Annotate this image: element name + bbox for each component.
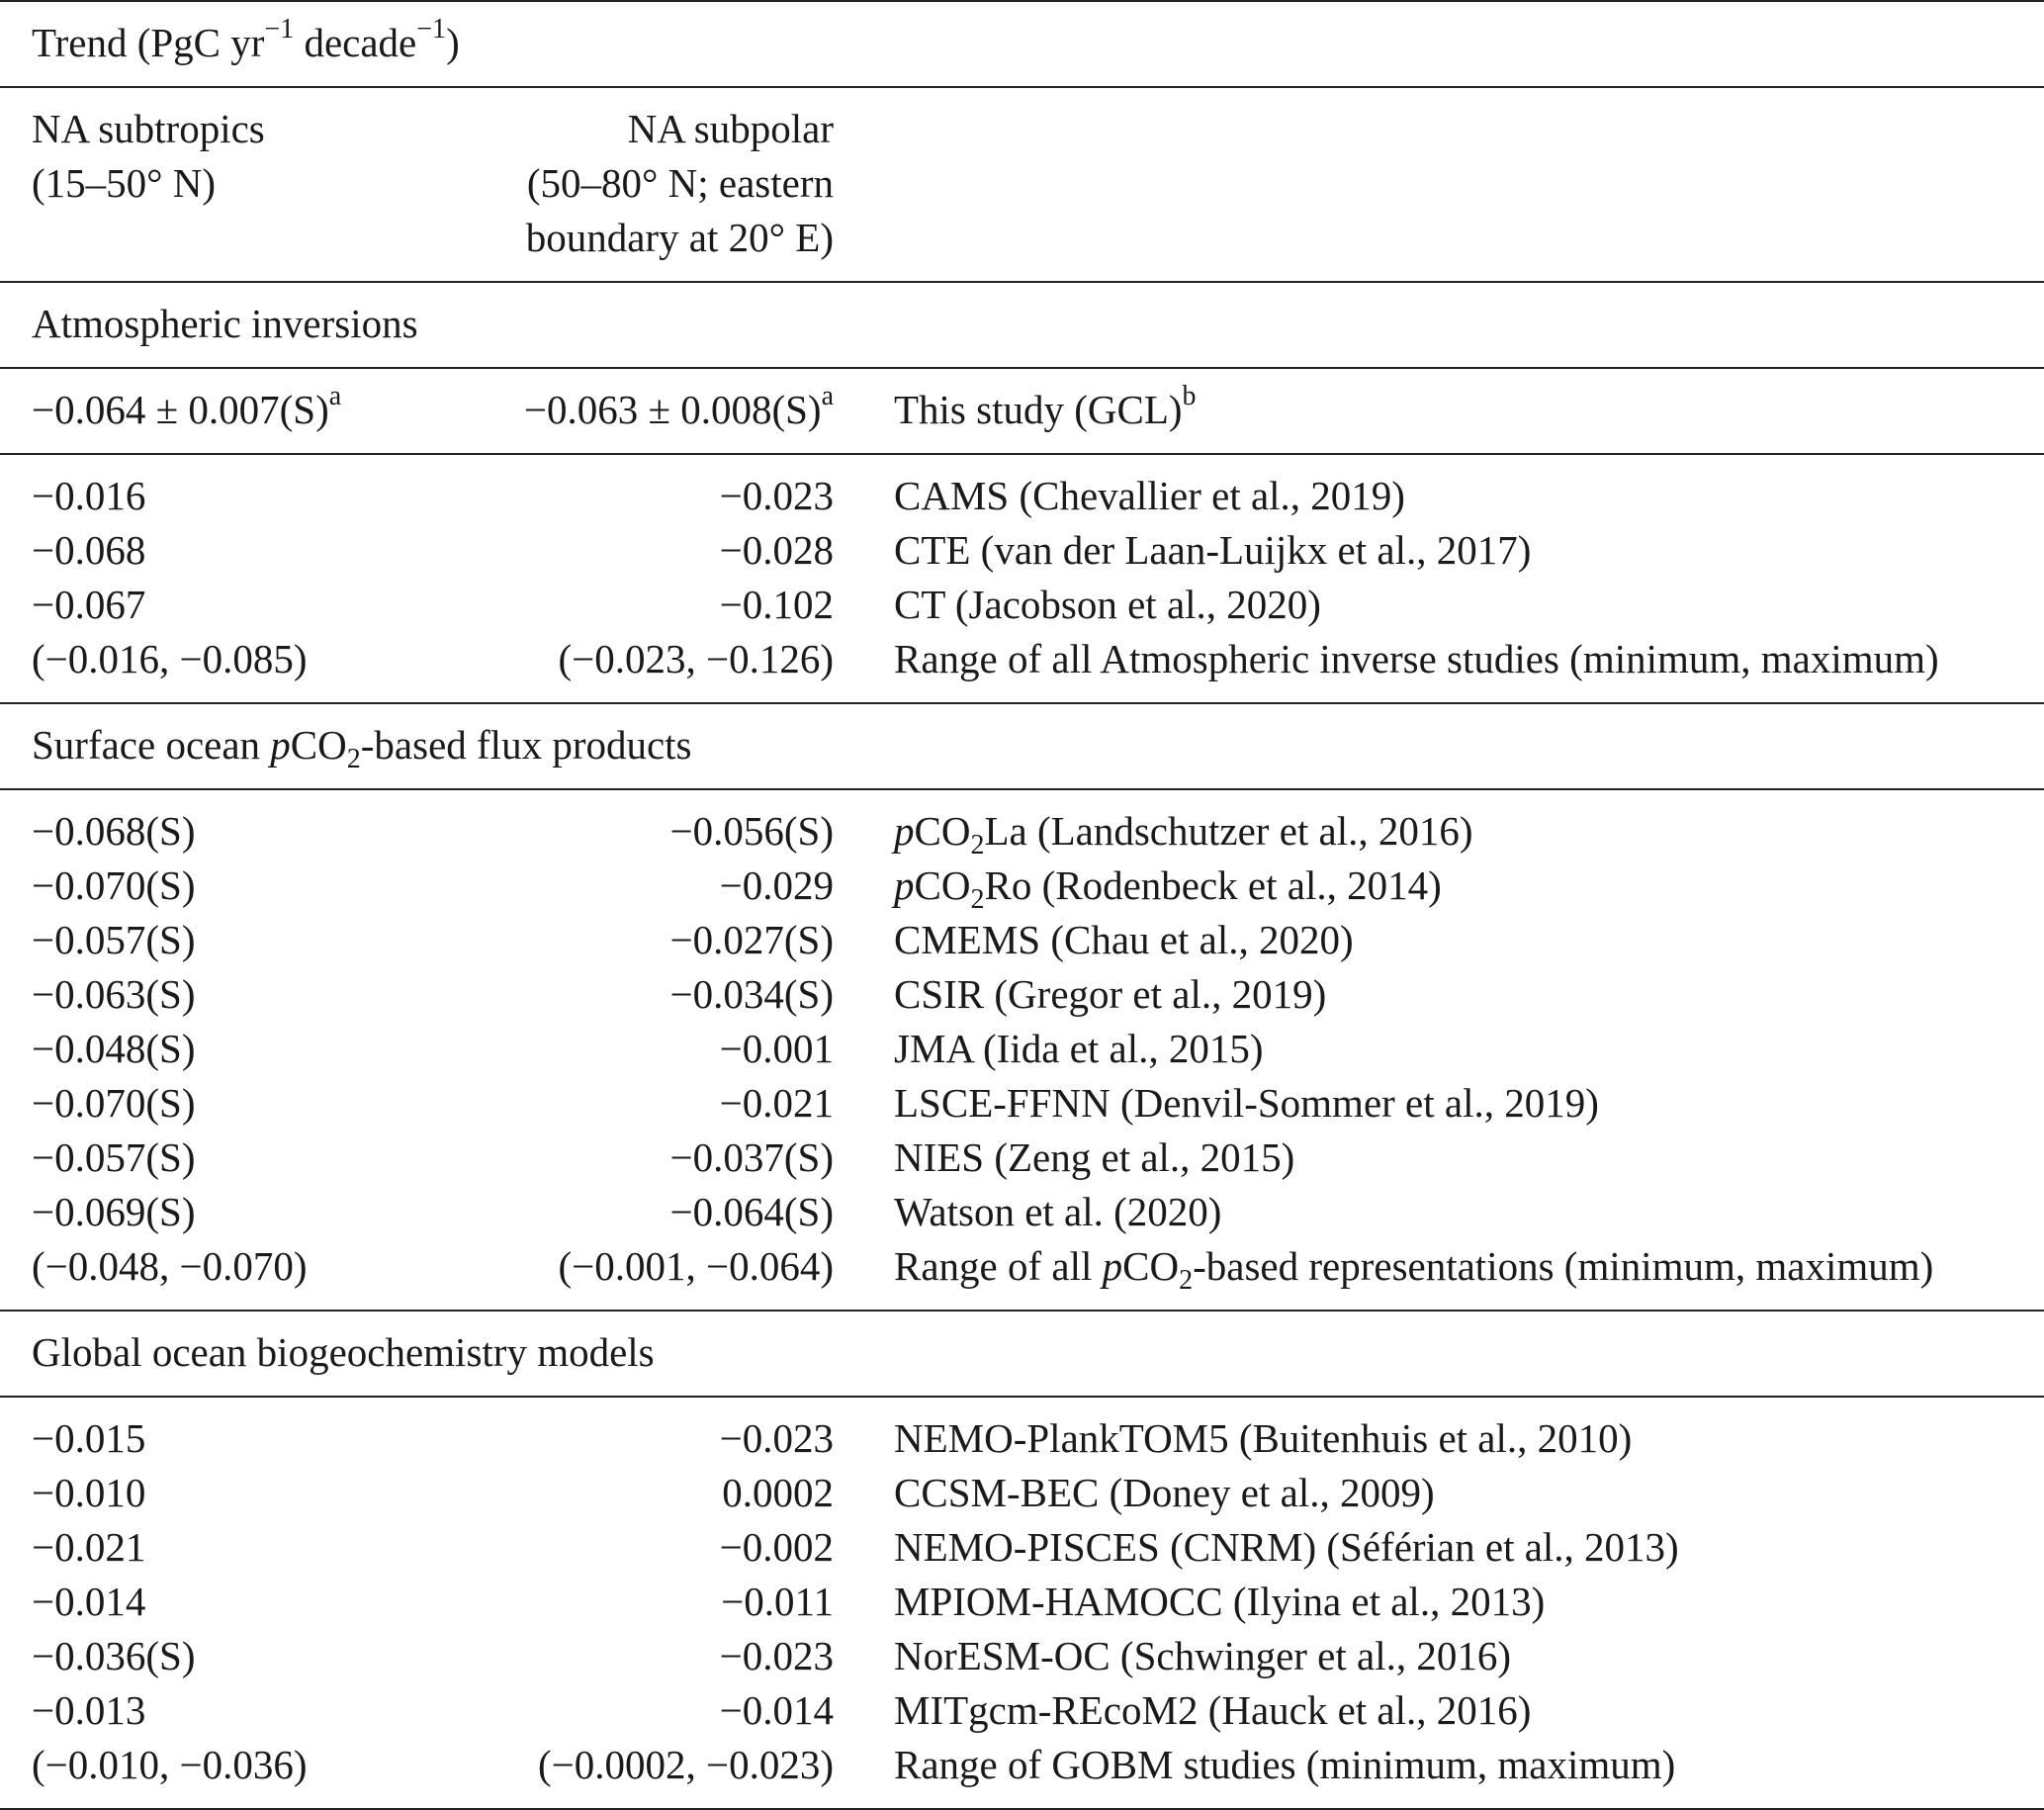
cell-subpolar: (−0.023, −0.126) bbox=[457, 632, 834, 703]
column-header-row bbox=[0, 87, 2044, 282]
cell-subpolar: −0.014 bbox=[719, 1687, 834, 1733]
table-row-range bbox=[0, 1239, 2044, 1311]
column-header-subtropics: NA subtropics (15–50° N) bbox=[0, 87, 457, 282]
cell-subtropics: −0.016 bbox=[32, 473, 146, 518]
cell-subtropics: $-0.064 \pm 0.007(S)^a$ bbox=[0, 368, 457, 454]
cell-source: CCSM-BEC (Doney et al., 2009) bbox=[894, 1470, 1435, 1515]
cell-source: NEMO-PlankTOM5 (Buitenhuis et al., 2010) bbox=[894, 1415, 1633, 1461]
cell-subpolar: −0.027(S) bbox=[669, 917, 834, 962]
table-row bbox=[0, 859, 2044, 913]
cell-source: Range of GOBM studies (minimum, maximum) bbox=[834, 1738, 2044, 1809]
cell-source: CT (Jacobson et al., 2020) bbox=[894, 582, 1321, 627]
cell-source: CAMS (Chevallier et al., 2019) bbox=[894, 473, 1405, 518]
table-row bbox=[0, 1397, 2044, 1466]
cell-subpolar: −0.002 bbox=[719, 1524, 834, 1570]
cell-subpolar: 0.0002 bbox=[722, 1470, 834, 1515]
cell-subpolar: (−0.0002, −0.023) bbox=[457, 1738, 834, 1809]
table-title: Trend (PgC $yr^{-1}$ decade$^{-1}$) bbox=[0, 1, 2044, 87]
table-row bbox=[0, 1185, 2044, 1239]
cell-source: NorESM-OC (Schwinger et al., 2016) bbox=[894, 1633, 1512, 1678]
cell-subtropics: −0.048(S) bbox=[32, 1026, 196, 1071]
cell-source: Range of all pCO$_2$-based representations (minimum, maximum) bbox=[834, 1239, 2044, 1311]
section-header-gobm bbox=[0, 1311, 2044, 1397]
cell-subtropics: −0.063(S) bbox=[32, 971, 196, 1017]
column-header-subpolar: NA subpolar (50–80° N; eastern boundary at 20° E) bbox=[457, 87, 834, 282]
cell-subtropics: (−0.048, −0.070) bbox=[0, 1239, 457, 1311]
cell-subpolar: −0.029 bbox=[719, 862, 834, 908]
table-row bbox=[0, 913, 2044, 967]
table-title-row bbox=[0, 1, 2044, 87]
cell-subpolar: −0.011 bbox=[721, 1579, 834, 1624]
column-header-source bbox=[834, 87, 2044, 282]
cell-subpolar: −0.102 bbox=[719, 582, 834, 627]
cell-subpolar: −0.037(S) bbox=[669, 1134, 834, 1180]
table-row-range bbox=[0, 632, 2044, 703]
table-row bbox=[0, 1520, 2044, 1575]
cell-source: LSCE-FFNN (Denvil-Sommer et al., 2019) bbox=[894, 1080, 1599, 1126]
table-row bbox=[0, 1683, 2044, 1738]
cell-subtropics: −0.057(S) bbox=[32, 917, 196, 962]
cell-subtropics: (−0.016, −0.085) bbox=[0, 632, 457, 703]
table-row bbox=[0, 1076, 2044, 1131]
cell-subtropics: −0.070(S) bbox=[32, 1080, 196, 1126]
cell-subtropics: −0.013 bbox=[32, 1687, 146, 1733]
table-row bbox=[0, 967, 2044, 1022]
section-header-atmospheric bbox=[0, 282, 2044, 368]
cell-subpolar: −0.034(S) bbox=[669, 971, 834, 1017]
cell-subpolar: −0.056(S) bbox=[669, 808, 834, 854]
table-row bbox=[0, 1466, 2044, 1520]
table-row-range bbox=[0, 1738, 2044, 1809]
table-row bbox=[0, 523, 2044, 578]
cell-subpolar: −0.001 bbox=[719, 1026, 834, 1071]
table-row bbox=[0, 1022, 2044, 1076]
table-row-this-study bbox=[0, 368, 2044, 454]
cell-source: CMEMS (Chau et al., 2020) bbox=[894, 917, 1354, 962]
cell-subpolar: −0.064(S) bbox=[669, 1189, 834, 1234]
cell-subpolar: −0.028 bbox=[719, 527, 834, 573]
cell-subpolar: −0.023 bbox=[719, 1633, 834, 1678]
section-header-surface-ocean bbox=[0, 703, 2044, 789]
cell-subtropics: −0.014 bbox=[32, 1579, 146, 1624]
cell-source: Range of all Atmospheric inverse studies (minimum, maximum) bbox=[834, 632, 2044, 703]
cell-source: This study (GCL)$^b$ bbox=[834, 368, 2044, 454]
table-row bbox=[0, 789, 2044, 859]
section-title: Atmospheric inversions bbox=[0, 282, 2044, 368]
cell-subpolar: −0.021 bbox=[719, 1080, 834, 1126]
cell-subpolar: −0.023 bbox=[719, 1415, 834, 1461]
table-row bbox=[0, 1575, 2044, 1629]
cell-subtropics: −0.057(S) bbox=[32, 1134, 196, 1180]
cell-source: CTE (van der Laan-Luijkx et al., 2017) bbox=[894, 527, 1532, 573]
cell-subtropics: −0.036(S) bbox=[32, 1633, 196, 1678]
cell-source: MPIOM-HAMOCC (Ilyina et al., 2013) bbox=[894, 1579, 1546, 1624]
cell-source: NIES (Zeng et al., 2015) bbox=[894, 1134, 1295, 1180]
table-row bbox=[0, 1131, 2044, 1185]
table-row bbox=[0, 1629, 2044, 1683]
section-title: Global ocean biogeochemistry models bbox=[0, 1311, 2044, 1397]
cell-subtropics: −0.021 bbox=[32, 1524, 146, 1570]
cell-source: pCO$_2$Ro (Rodenbeck et al., 2014) bbox=[894, 862, 1442, 916]
cell-source: pCO$_2$La (Landschutzer et al., 2016) bbox=[894, 808, 1473, 861]
cell-subpolar: (−0.001, −0.064) bbox=[457, 1239, 834, 1311]
cell-source: JMA (Iida et al., 2015) bbox=[894, 1026, 1264, 1071]
cell-subtropics: (−0.010, −0.036) bbox=[0, 1738, 457, 1809]
table-row bbox=[0, 578, 2044, 632]
cell-subtropics: −0.068 bbox=[32, 527, 146, 573]
section-title: Surface ocean pCO$_2$-based flux products bbox=[0, 703, 2044, 789]
cell-subtropics: −0.010 bbox=[32, 1470, 146, 1515]
cell-subpolar: −0.023 bbox=[719, 473, 834, 518]
cell-subpolar: $-0.063 \pm 0.008(S)^a$ bbox=[457, 368, 834, 454]
cell-source: MITgcm-REcoM2 (Hauck et al., 2016) bbox=[894, 1687, 1532, 1733]
cell-source: NEMO-PISCES (CNRM) (Séférian et al., 2013) bbox=[894, 1524, 1679, 1570]
table-row bbox=[0, 454, 2044, 523]
cell-subtropics: −0.068(S) bbox=[32, 808, 196, 854]
cell-subtropics: −0.070(S) bbox=[32, 862, 196, 908]
cell-source: CSIR (Gregor et al., 2019) bbox=[894, 971, 1327, 1017]
cell-subtropics: −0.069(S) bbox=[32, 1189, 196, 1234]
cell-source: Watson et al. (2020) bbox=[894, 1189, 1222, 1234]
cell-subtropics: −0.015 bbox=[32, 1415, 146, 1461]
cell-subtropics: −0.067 bbox=[32, 582, 146, 627]
